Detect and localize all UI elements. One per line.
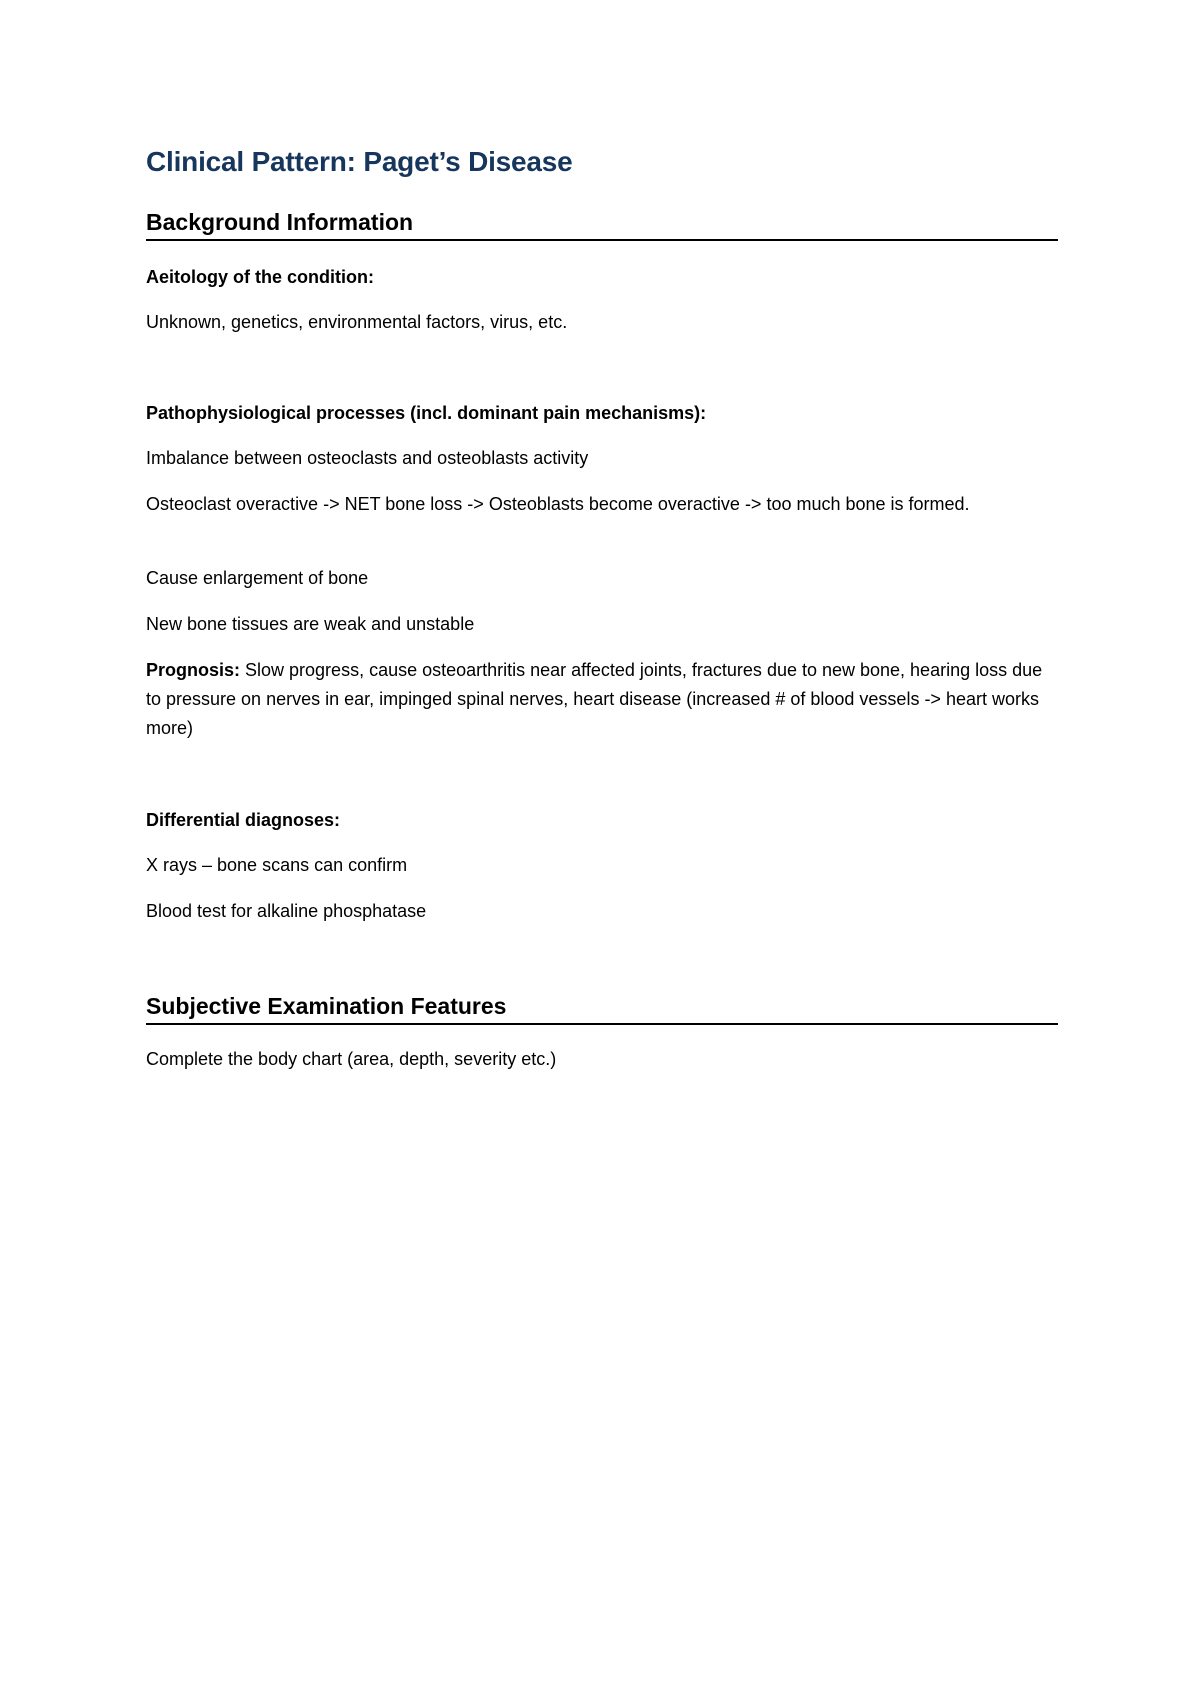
page-title: Clinical Pattern: Paget’s Disease — [146, 146, 573, 177]
section-heading-subjective: Subjective Examination Features — [146, 991, 1058, 1025]
pathophysiology-line: Cause enlargement of bone — [146, 568, 369, 588]
differential-label: Differential diagnoses: — [146, 810, 341, 830]
pathophysiology-line: Imbalance between osteoclasts and osteoblasts activity — [146, 448, 589, 468]
aetiology-label: Aeitology of the condition: — [146, 267, 374, 287]
aetiology-text: Unknown, genetics, environmental factors, virus, etc. — [146, 312, 568, 332]
differential-line: X rays – bone scans can confirm — [146, 855, 408, 875]
prognosis-text: Slow progress, cause osteoarthritis near affected joints, fractures due to new bone, hearing loss due to pressure on nerves in ear, impinged spinal nerves, heart disease (increased # of blood vessels -> heart works more) — [146, 660, 1043, 738]
pathophysiology-line: Osteoclast overactive -> NET bone loss -> Osteoblasts become overactive -> too much bone is formed. — [146, 494, 970, 514]
pathophysiology-line: New bone tissues are weak and unstable — [146, 614, 475, 634]
pathophysiology-label: Pathophysiological processes (incl. dominant pain mechanisms): — [146, 403, 707, 423]
section-heading-background: Background Information — [146, 207, 1058, 241]
subjective-text: Complete the body chart (area, depth, severity etc.) — [146, 1049, 557, 1069]
document-page — [146, 0, 1058, 1698]
prognosis-label: Prognosis: — [146, 660, 241, 680]
prognosis-paragraph — [146, 656, 1051, 743]
differential-line: Blood test for alkaline phosphatase — [146, 901, 427, 921]
